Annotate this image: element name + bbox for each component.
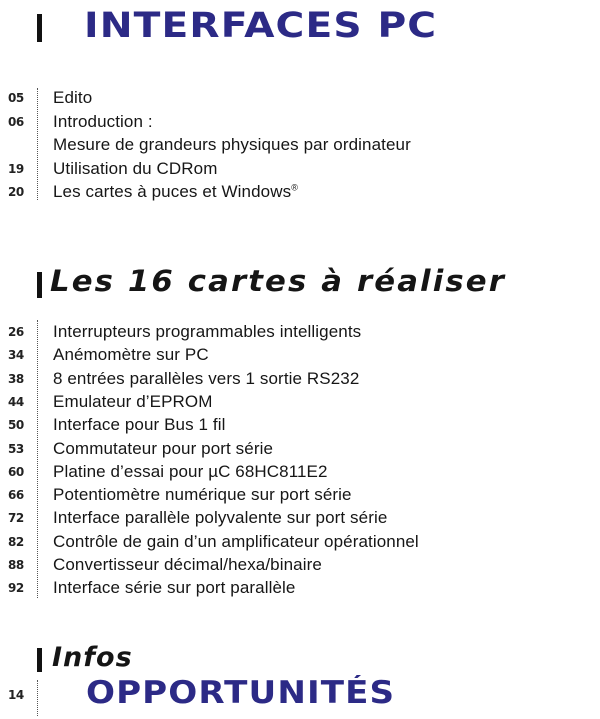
page-number: 05 xyxy=(8,91,24,105)
toc-entry[interactable] xyxy=(0,88,600,111)
toc-entry[interactable] xyxy=(0,485,600,508)
section-marker-bar xyxy=(37,272,42,298)
entry-title: Mesure de grandeurs physiques par ordinateur xyxy=(53,135,411,154)
page-number: 92 xyxy=(8,581,24,596)
entry-title: Interface série sur port parallèle xyxy=(53,578,296,598)
page-number: 34 xyxy=(8,348,24,363)
entry-title: Introduction : xyxy=(53,111,153,131)
toc-entry[interactable] xyxy=(0,392,600,415)
entry-title: Les cartes à puces et Windows® xyxy=(53,182,298,201)
toc-entry[interactable] xyxy=(0,439,600,462)
toc-entry[interactable] xyxy=(0,182,600,205)
registered-mark: ® xyxy=(291,182,298,193)
page-number: 66 xyxy=(8,488,24,503)
toc-entry[interactable] xyxy=(0,369,600,392)
entry-title: 8 entrées parallèles vers 1 sortie RS232 xyxy=(53,368,360,388)
entry-title: Interface parallèle polyvalente sur port série xyxy=(53,508,388,528)
page-number: 14 xyxy=(8,688,24,702)
section-title-infos: Infos xyxy=(52,642,133,673)
entry-title: Potentiomètre numérique sur port série xyxy=(53,485,352,505)
entry-title: Interrupteurs programmables intelligents xyxy=(53,322,362,341)
toc-entry[interactable] xyxy=(0,112,600,135)
page-number: 38 xyxy=(8,371,24,386)
entry-title: Anémomètre sur PC xyxy=(53,345,209,365)
opportunites-link[interactable]: OPPORTUNITÉS xyxy=(86,675,396,711)
toc-entry[interactable] xyxy=(0,532,600,555)
entry-title: Edito xyxy=(53,88,93,107)
section-marker-bar xyxy=(37,14,42,42)
dotted-separator xyxy=(37,680,38,716)
toc-entry[interactable] xyxy=(0,462,600,485)
toc-entry[interactable] xyxy=(0,322,600,345)
toc-entry[interactable] xyxy=(0,578,600,601)
page-number: 82 xyxy=(8,534,24,549)
section-marker-bar xyxy=(37,648,42,672)
section-title-interfaces-pc: INTERFACES PC xyxy=(84,6,438,46)
page-number: 60 xyxy=(8,464,24,479)
entry-title: Emulateur d’EPROM xyxy=(53,391,213,411)
page-number: 26 xyxy=(8,325,24,339)
toc-entry[interactable] xyxy=(0,508,600,531)
entry-title: Interface pour Bus 1 fil xyxy=(53,415,226,435)
toc-entry[interactable] xyxy=(0,345,600,368)
toc-entry[interactable] xyxy=(0,159,600,182)
section-title-16-cartes: Les 16 cartes à réaliser xyxy=(50,264,507,298)
toc-entry[interactable] xyxy=(0,415,600,438)
page-number: 72 xyxy=(8,511,24,526)
page-number: 20 xyxy=(8,185,24,199)
toc-entry[interactable] xyxy=(0,135,600,158)
entry-title: Contrôle de gain d’un amplificateur opérationnel xyxy=(53,531,419,551)
page-number: 53 xyxy=(8,441,24,456)
toc-entry[interactable] xyxy=(0,555,600,578)
entry-title: Commutateur pour port série xyxy=(53,438,274,458)
entry-title: Convertisseur décimal/hexa/binaire xyxy=(53,555,322,574)
page-number: 88 xyxy=(8,558,24,572)
entry-title: Platine d’essai pour µC 68HC811E2 xyxy=(53,461,328,481)
page-number: 06 xyxy=(8,114,24,129)
entry-title: Utilisation du CDRom xyxy=(53,158,218,178)
page-number: 19 xyxy=(8,161,24,176)
page-number: 44 xyxy=(8,394,24,409)
page-number: 50 xyxy=(8,418,24,433)
